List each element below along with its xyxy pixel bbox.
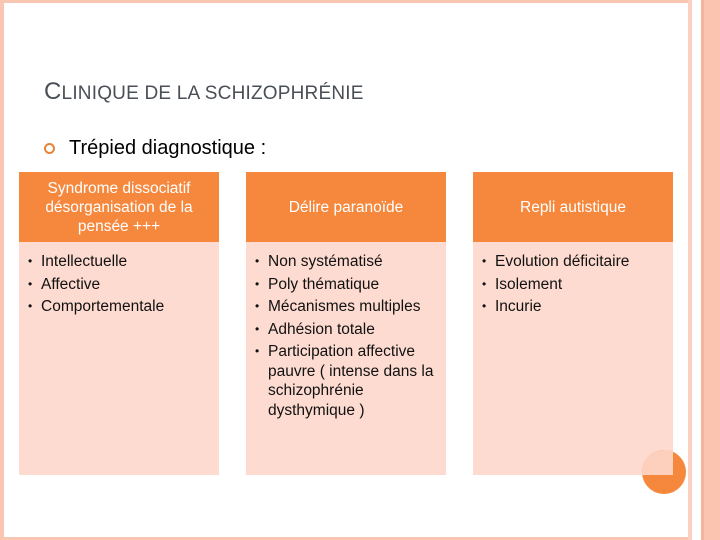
list-item: • Isolement — [495, 275, 665, 295]
list-item: • Mécanismes multiples — [268, 297, 438, 317]
list-item: • Incurie — [495, 297, 665, 317]
slide-border-left — [0, 0, 4, 540]
bullet-point: Trépied diagnostique : — [44, 137, 266, 160]
list-item: • Intellectuelle — [41, 252, 211, 272]
column-dissociatif — [19, 172, 219, 475]
list-item: • Adhésion totale — [268, 320, 438, 340]
list-item: • Evolution déficitaire — [495, 252, 665, 272]
decorative-stripe — [688, 0, 692, 540]
decorative-stripe — [701, 0, 720, 540]
list-item: • Affective — [41, 275, 211, 295]
column-header: Repli autistique — [473, 172, 673, 242]
slide-title: CLINIQUE DE LA SCHIZOPHRÉNIE — [44, 78, 364, 105]
list-item: • Non systématisé — [268, 252, 438, 272]
slide-border-top — [0, 0, 690, 3]
column-header: Délire paranoïde — [246, 172, 446, 242]
column-repli — [473, 172, 673, 475]
list-item: • Poly thématique — [268, 275, 438, 295]
list-item: • Participation affective pauvre ( intense dans la schizophrénie dysthymique ) — [268, 342, 438, 420]
column-header: Syndrome dissociatif désorganisation de la pensée +++ — [19, 172, 219, 242]
list-item: • Comportementale — [41, 297, 211, 317]
column-delire — [246, 172, 446, 475]
bullet-icon — [44, 143, 55, 154]
